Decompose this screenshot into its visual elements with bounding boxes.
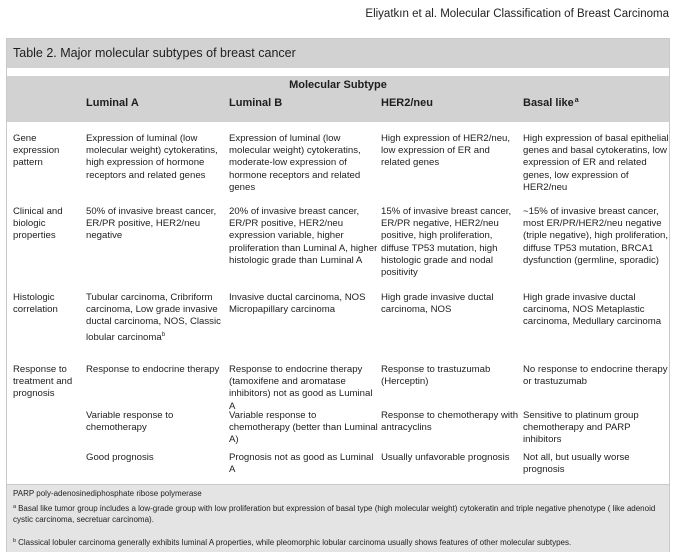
col-header-luminal-a: Luminal A	[86, 97, 139, 109]
table-cell: High grade invasive ductal carcinoma, NOS Metaplastic carcinoma, Medullary carcinoma	[523, 292, 662, 328]
table-row	[7, 133, 669, 206]
footnote-a-marker: a	[13, 504, 17, 510]
col-header-basal	[523, 97, 579, 109]
footnote-ref-b: b	[161, 331, 166, 338]
table-cell: Usually unfavorable prognosis	[381, 452, 510, 463]
row-label: Gene expression pattern	[13, 133, 60, 169]
footnote-ref-a: a	[574, 97, 579, 104]
table-cell: Expression of luminal (low molecular weight) cytokeratins, moderate-low expression of hormone receptors and related genes	[229, 133, 361, 193]
table-row	[7, 206, 669, 292]
col-header-her2: HER2/neu	[381, 97, 433, 109]
table-row	[7, 452, 669, 482]
table-cell: Response to chemotherapy with antracyclins	[381, 410, 519, 434]
table-body	[7, 133, 669, 482]
table-row	[7, 292, 669, 364]
table-cell: 15% of invasive breast cancer, ER/PR negative, HER2/neu positive, high proliferation, diffuse TP53 mutation, high histologic grade and nodal positivity	[381, 206, 512, 279]
row-label: Clinical and biologic properties	[13, 206, 63, 242]
table-row	[7, 364, 669, 410]
footnote-a-text: Basal like tumor group includes a low-grade group with low proliferation but expression of basal type (high molecular weight) cytokeratin and triple negative phenotype ( like adenoid cystic carcinoma, secretuar carcinoma).	[13, 504, 656, 524]
table-cell: High expression of HER2/neu, low expression of ER and related genes	[381, 133, 511, 169]
table-cell: Response to endocrine therapy	[86, 364, 220, 375]
footnote-b-marker: b	[13, 538, 17, 544]
row-label: Response to treatment and prognosis	[13, 364, 73, 400]
table-cell: High grade invasive ductal carcinoma, NOS	[381, 292, 494, 316]
row-label: Histologic correlation	[13, 292, 58, 316]
table-cell: Response to endocrine therapy (tamoxifene and aromatase inhibitors) not as good as Luminal A	[229, 364, 373, 412]
table-cell: Not all, but usually worse prognosis	[523, 452, 630, 476]
footnote-b-text: Classical lobuler carcinoma generally exhibits luminal A properties, while pleomorphic lobular carcinoma usually shows features of other molecular subtypes.	[18, 538, 572, 547]
running-head: Eliyatkın et al. Molecular Classification of Breast Carcinoma	[365, 8, 669, 20]
col-header-basal-text: Basal like	[523, 97, 574, 109]
col-header-luminal-b: Luminal B	[229, 97, 283, 109]
table-cell: Good prognosis	[86, 452, 154, 463]
footnote-a	[13, 502, 661, 525]
table-cell: Prognosis not as good as Luminal A	[229, 452, 374, 476]
table-cell: No response to endocrine therapy or trastuzumab	[523, 364, 668, 388]
table-cell: High expression of basal epithelial genes and basal cytokeratins, low expression of ER and related genes, low expression of HER2/neu	[523, 133, 669, 193]
subtype-table	[6, 38, 670, 552]
table-cell: 50% of invasive breast cancer, ER/PR positive, HER2/neu negative	[86, 206, 217, 242]
footnote-b	[13, 536, 661, 549]
table-row	[7, 410, 669, 452]
table-cell-text: Tubular carcinoma, Cribriform carcinoma, Low grade invasive ductal carcinoma, NOS, Classic lobular carcinoma	[86, 292, 221, 343]
table-cell: 20% of invasive breast cancer, ER/PR positive, HER2/neu expression variable, higher proliferation than Luminal A, higher histologic grade than Luminal A	[229, 206, 378, 266]
table-cell: ~15% of invasive breast cancer, most ER/PR/HER2/neu negative (triple negative), high proliferation, diffuse TP53 mutation, BRCA1 dysfunction (germline, sporadic)	[523, 206, 669, 266]
table-cell: Response to trastuzumab (Herceptin)	[381, 364, 491, 388]
table-cell: Sensitive to platinum group chemotherapy and PARP inhibitors	[523, 410, 639, 446]
table-header	[7, 76, 669, 122]
group-header: Molecular Subtype	[289, 79, 387, 91]
table-cell	[86, 292, 226, 344]
table-cell: Variable response to chemotherapy	[86, 410, 174, 434]
table-footnotes	[7, 484, 669, 552]
footnote-parp: PARP poly-adenosinediphosphate ribose polymerase	[13, 489, 202, 498]
table-cell: Invasive ductal carcinoma, NOS Micropapillary carcinoma	[229, 292, 366, 316]
table-caption: Table 2. Major molecular subtypes of breast cancer	[7, 39, 669, 68]
table-cell: Variable response to chemotherapy (better than Luminal A)	[229, 410, 378, 446]
table-cell: Expression of luminal (low molecular weight) cytokeratins, high expression of hormone receptors and related genes	[86, 133, 218, 181]
